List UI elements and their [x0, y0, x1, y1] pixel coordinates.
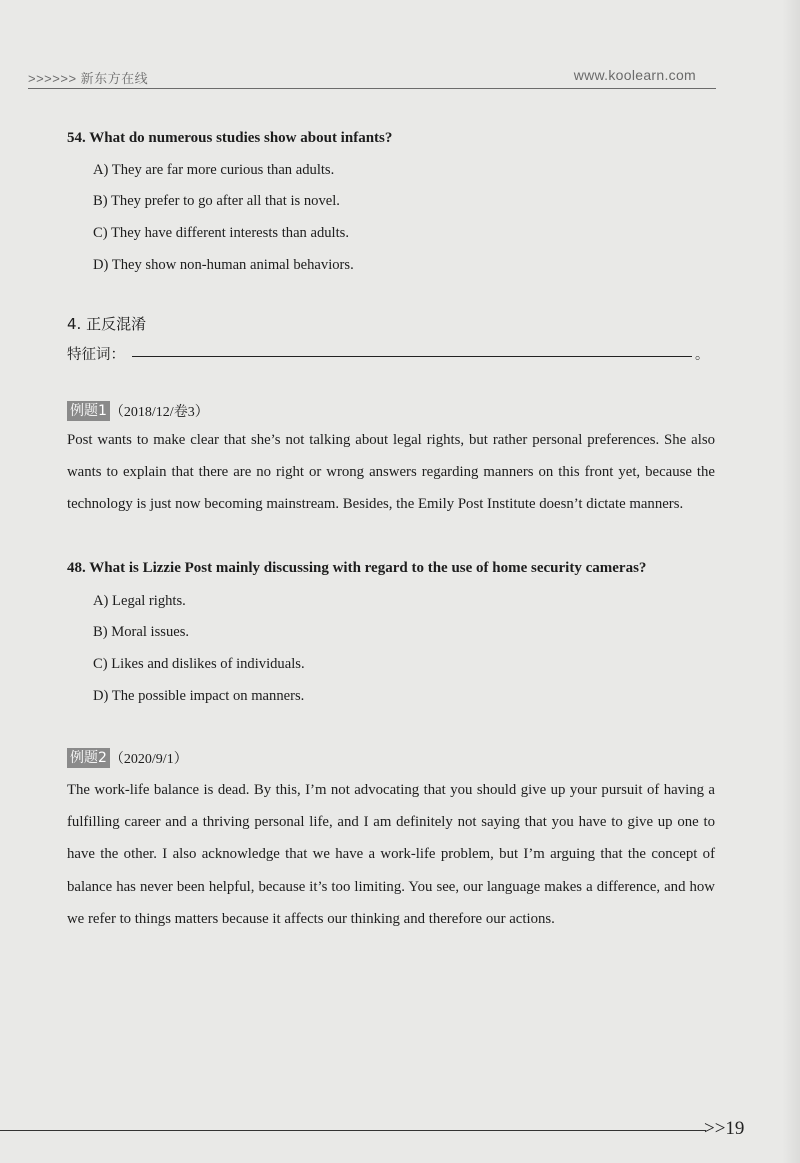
page-number: >>19: [704, 1118, 745, 1139]
question-54-title: 54. What do numerous studies show about infants?: [67, 130, 393, 146]
footer-rule: [0, 1130, 706, 1131]
example-1-tag: 例题1: [67, 401, 110, 421]
page-header: [28, 64, 716, 89]
example-2-meta: （2020/9/1）: [109, 752, 188, 767]
page-edge-shadow: [782, 0, 800, 1163]
example-2-tag: 例题2: [67, 748, 110, 768]
question-54-option-c: C) They have different interests than adults.: [93, 225, 349, 241]
example-2-passage: The work-life balance is dead. By this, I’m not advocating that you should give up your pursuit of having a fulfilling career and a thriving personal life, and I am definitely not saying that you have to give up one to have the other. I also acknowledge that we have a work-life problem, but I’m arguing that the concept of balance has never been helpful, because it’s too limiting. You see, our language makes a difference, and how we refer to things matters because it affects our thinking and therefore our actions.: [67, 782, 715, 927]
feature-words-blank-line: [132, 356, 692, 357]
example-1-meta: （2018/12/卷3）: [109, 405, 209, 420]
question-48-title: 48. What is Lizzie Post mainly discussing with regard to the use of home security cameras?: [67, 560, 647, 576]
question-54-option-b: B) They prefer to go after all that is novel.: [93, 193, 340, 209]
example-1-passage: Post wants to make clear that she’s not talking about legal rights, but rather personal preferences. She also wants to explain that there are no right or wrong answers regarding manners on this front yet, because the technology is just now becoming mainstream. Besides, the Emily Post Institute doesn’t dictate manners.: [67, 432, 715, 513]
feature-words-label: 特征词：: [67, 347, 125, 363]
question-48-option-c: C) Likes and dislikes of individuals.: [93, 656, 305, 672]
question-48-option-a: A) Legal rights.: [93, 593, 186, 609]
feature-words-period: 。: [695, 347, 709, 363]
example-1-heading: [67, 401, 715, 421]
section-title: 4. 正反混淆: [67, 315, 147, 333]
question-48-option-b: B) Moral issues.: [93, 624, 190, 640]
question-54-option-a: A) They are far more curious than adults.: [93, 162, 335, 178]
header-website: www.koolearn.com: [573, 67, 696, 83]
example-2-heading: [67, 748, 715, 768]
question-48-option-d: D) The possible impact on manners.: [93, 688, 305, 704]
header-publisher: >>>>>> 新东方在线: [28, 71, 149, 86]
question-54-option-d: D) They show non-human animal behaviors.: [93, 257, 354, 273]
